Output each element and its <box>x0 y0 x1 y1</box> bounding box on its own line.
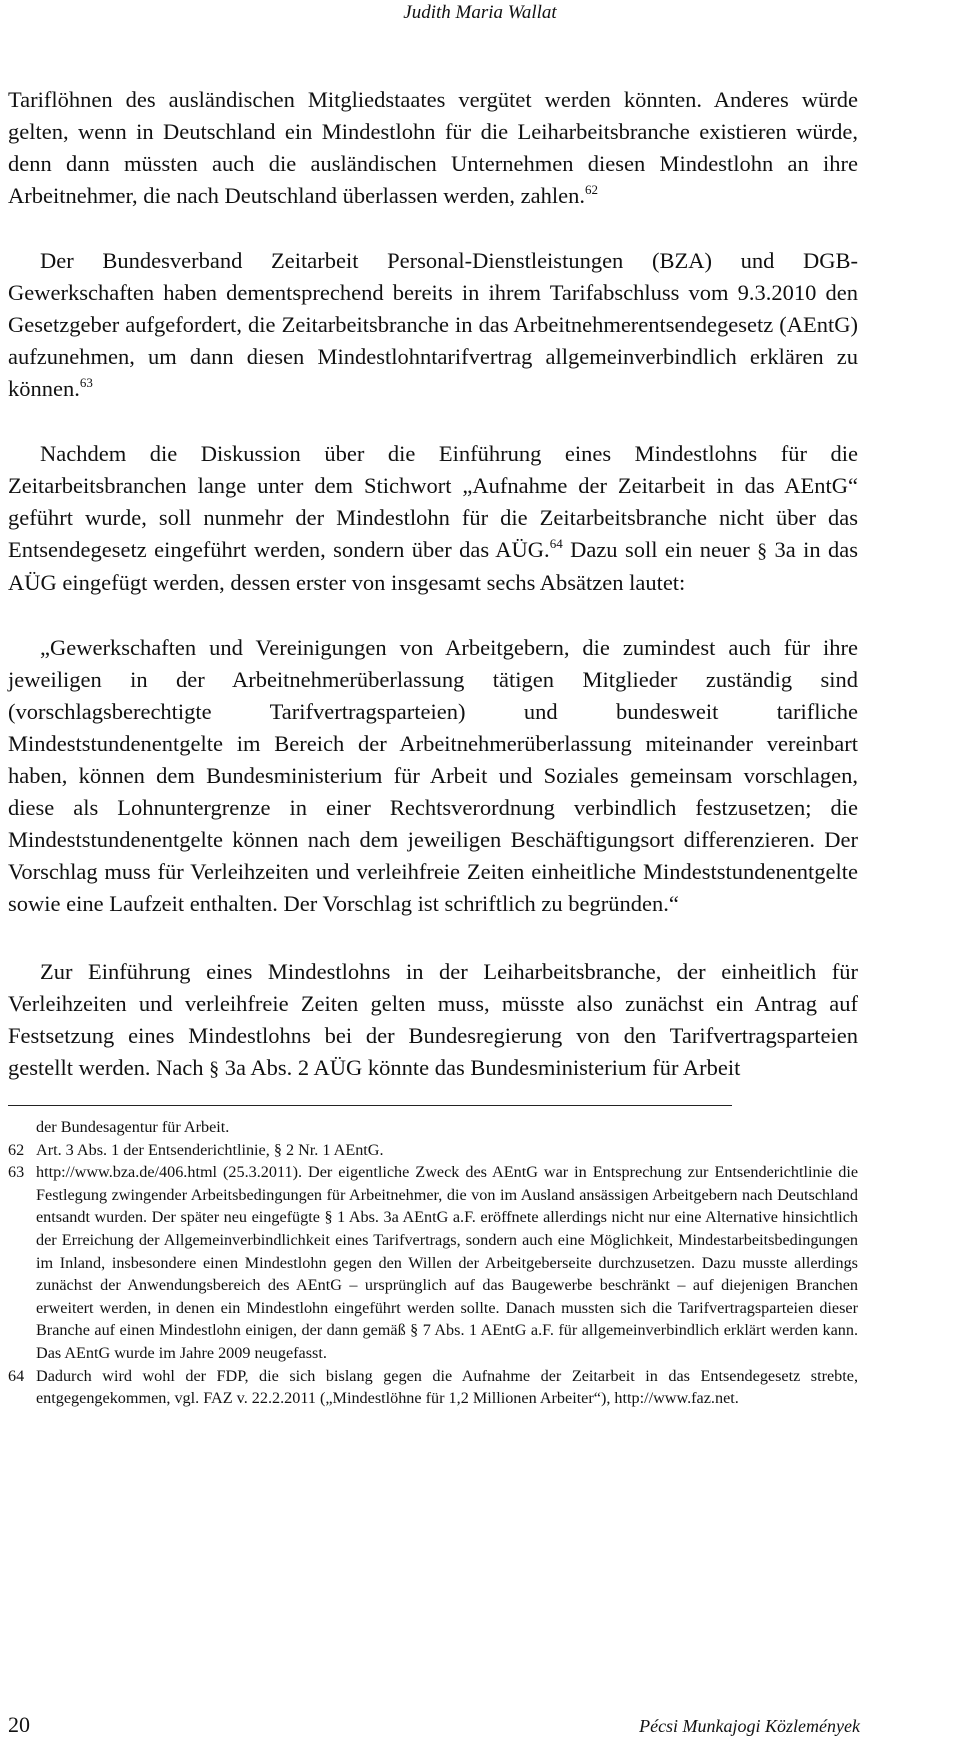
paragraph-3 <box>8 438 858 599</box>
paragraph-5-text-b: 3a Abs. 2 AÜG könnte das Bundesministerium für Arbeit <box>219 1055 741 1080</box>
journal-title: Pécsi Munkajogi Közlemények <box>639 1716 860 1736</box>
footnote-62-text-a: Art. 3 Abs. 1 der Entsenderichtlinie, <box>36 1140 270 1159</box>
quotation <box>8 632 858 920</box>
footnote-64-text: Dadurch wird wohl der FDP, die sich bislang gegen die Aufnahme der Zeitarbeit in das Entsendegesetz strebte, entgegengekommen, vgl. FAZ v. 22.2.2011 („Mindestlöhne für 1,2 Millionen Arbeiter“), http://www.faz.net. <box>36 1366 858 1408</box>
footnote-number: 63 <box>8 1163 25 1182</box>
footnote-ref-62[interactable]: 62 <box>585 182 598 197</box>
paragraph-3-text-c: 3a in das AÜG eingefügt werden, dessen erster von insgesamt sechs Absätzen lautet: <box>8 537 859 595</box>
paragraph-1 <box>8 84 858 212</box>
footnote-number: 62 <box>8 1140 25 1159</box>
footnote-ref-64[interactable]: 64 <box>549 536 563 551</box>
paragraph-5 <box>8 956 858 1085</box>
paragraph-1-text: Tariflöhnen des ausländischen Mitgliedstaates vergütet werden könnten. Anderes würde gelten, wenn in Deutschland ein Mindestlohn für die Leiharbeitsbranche existieren würde, denn dann müssten auch die ausländischen Unternehmen diesen Mindestlohn an ihre Arbeitnehmer, die nach Deutschland überlassen werden, zahlen. <box>8 87 858 208</box>
footnotes <box>8 1116 858 1410</box>
footnote-number: 64 <box>8 1366 25 1385</box>
footnote-63 <box>8 1161 858 1364</box>
footnote-divider <box>8 1105 732 1106</box>
footnote-continuation-text: der Bundesagentur für Arbeit. <box>36 1118 230 1136</box>
section-sign-icon: § <box>410 1321 419 1340</box>
main-text-3 <box>8 438 858 599</box>
running-header-author: Judith Maria Wallat <box>403 2 557 23</box>
footnote-64 <box>8 1365 858 1410</box>
section-sign-icon: § <box>209 1058 220 1080</box>
footnote-63-text-a: http://www.bza.de/406.html (25.3.2011). Der eigentliche Zweck des AEntG war in Entsprechung zur Entsenderichtlinie die Festlegung zwingender Arbeitsbedingungen für Arbeitnehmer, die von im Ausland ansässigen Arbeitgebern nach Deutschland entsandt wurden. Der später neu eingefügte <box>36 1163 858 1227</box>
page-number: 20 <box>8 1712 30 1737</box>
footnote-62-text <box>36 1139 858 1162</box>
footnote-63-text-c: 7 Abs. 1 AEntG a.F. für allgemeinverbindlich erklärt werden kann. Das AEntG wurde im Jahre 2009 neugefasst. <box>36 1321 859 1362</box>
quote-paragraph: „Gewerkschaften und Vereinigungen von Arbeitgebern, die zumindest auch für ihre jeweiligen in der Arbeitnehmerüberlassung tätigen Mitglieder zuständig sind (vorschlagsberechtigte Tarifvertragsparteien) und bundesweit tarifliche Mindeststundenentgelte im Bereich der Arbeitnehmerüberlassung miteinander vereinbart haben, können dem Bundesministerium für Arbeit und Soziales gemeinsam vorschlagen, diese als Lohnuntergrenze in einer Rechtsverordnung verbindlich festzusetzen; die Mindeststundenentgelte können nach dem jeweiligen Beschäftigungsort differenzieren. Der Vorschlag muss für Verleihzeiten und verleihfreie Zeiten einheitliche Mindeststundenentgelte sowie eine Laufzeit enthalten. Der Vorschlag ist schriftlich zu begründen.“ <box>8 635 858 916</box>
paragraph-2-text: Der Bundesverband Zeitarbeit Personal-Dienstleistungen (BZA) und DGB-Gewerkschaften haben dementsprechend bereits in ihrem Tarifabschluss vom 9.3.2010 den Gesetzgeber aufgefordert, die Zeitarbeitsbranche in das Arbeitnehmerentsendegesetz (AEntG) aufzunehmen, um dann diesen Mindestlohntarifvertrag allgemeinverbindlich erklären zu können. <box>8 248 858 401</box>
footnote-63-text <box>36 1161 858 1364</box>
paragraph-5-text-a: Zur Einführung eines Mindestlohns in der Leiharbeitsbranche, der einheitlich für Verleihzeiten und verleihfreie Zeiten gelten muss, müsste also zunächst ein Antrag auf Festsetzung eines Mindestlohns bei der Bundesregierung von den Tarifvertragsparteien gestellt werden. Nach <box>8 959 858 1080</box>
section-sign-icon: § <box>324 1208 333 1227</box>
section-sign-icon: § <box>273 1140 282 1159</box>
footnote-ref-63[interactable]: 63 <box>79 375 93 390</box>
section-sign-icon: § <box>757 540 768 562</box>
footnote-62-text-b: 2 Nr. 1 AEntG. <box>281 1140 384 1159</box>
paragraph-2 <box>8 245 858 405</box>
footnote-63-text-b: 1 Abs. 3a AEntG a.F. eröffnete allerdings nicht nur eine Alternative hinsichtlich der Erreichung der Allgemeinverbindlichkeit eines Tarifvertrags, sondern auch eine Möglichkeit, Mindestarbeitsbedingungen im Inland, insbesondere einen Mindestlohn gegen den Willen der Arbeitgeberseite durchzusetzen. Dazu musste allerdings zunächst der Anwendungsbereich des AEntG – ursprünglich auf das Baugewerbe beschränkt – auf diejenigen Branchen erweitert werden, in denen ein Mindestlohn eingeführt werden sollte. Danach mussten sich die Tarifvertragsparteien dieser Branche auf einen Mindestlohn einigen, der dann gemäß <box>36 1208 858 1340</box>
main-text-2 <box>8 245 858 405</box>
main-text-5 <box>8 956 858 1085</box>
paragraph-3-text-a: Nachdem die Diskussion über die Einführung eines Mindestlohns für die Zeitarbeitsbranchen lange unter dem Stichwort „Aufnahme der Zeitarbeit in das AEntG“ geführt wurde, soll nunmehr der Mindestlohn für die Zeitarbeitsbranche nicht über das Entsendegesetz eingeführt werden, sondern über das AÜG. <box>8 441 858 562</box>
paragraph-3-text-b: Dazu soll ein neuer <box>562 537 750 562</box>
main-text <box>8 84 858 212</box>
footnote-continuation <box>8 1116 858 1139</box>
footnote-62 <box>8 1139 858 1162</box>
